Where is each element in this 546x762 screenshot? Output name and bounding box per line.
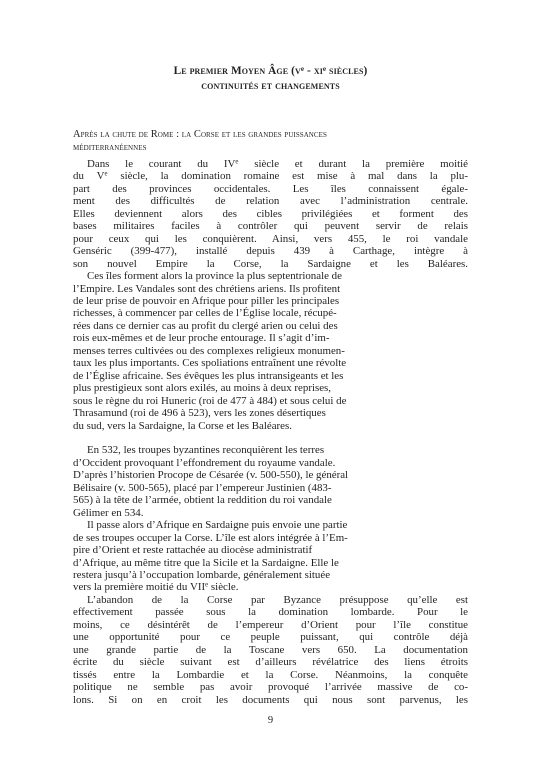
section-heading	[73, 128, 468, 154]
chapter-title	[73, 62, 468, 94]
text-line: Il passe alors d’Afrique en Sardaigne puis envoie une partie	[87, 519, 348, 532]
text-line: ment des difficultés de relation avec l’administration centrale.	[73, 195, 468, 208]
text-line: part des provinces occidentales. Les îles connaissent égale-	[73, 182, 468, 195]
text-line: restera jusqu’à l’occupation lombarde, généralement située	[73, 569, 331, 581]
text-line: taux les plus importants. Ces spoliations entraînent une révolte	[73, 357, 347, 370]
text-line: lons. Si on en croit les documents qui nous sont parvenus, les	[73, 693, 468, 706]
text-line: Gélimer en 534.	[73, 506, 144, 519]
text-line: une opportunité pour ce peuple puissant, qui contrôle déjà	[73, 631, 468, 644]
text-line: menses terres cultivées ou des complexes religieux monumen-	[73, 344, 345, 357]
chapter-title-line-2: continuités et changements	[201, 80, 340, 92]
text-line: politique ne semble pas avoir provoqué l’arrivée massive de co-	[73, 681, 468, 694]
text-line: sous le règne du roi Huneric (roi de 477 à 484) et sous celui de	[73, 394, 347, 407]
text-line: Genséric (399-477), installé depuis 439 à Carthage, intègre à	[73, 245, 468, 258]
text-line: l’Empire. Les Vandales sont des chrétiens ariens. Ils profitent	[73, 282, 341, 295]
text-line: Elles deviennent alors des cibles privilégiées et forment des	[73, 207, 468, 220]
text-line: moins, ce désintérêt de l’empereur d’Orient pour l’île constitue	[73, 618, 468, 631]
paragraph	[73, 519, 468, 594]
text-line: d’Afrique, au même titre que la Sicile et la Sardaigne. Elle le	[73, 556, 339, 569]
text-line: Dans le courant du IVe siècle et durant la première moitié	[87, 158, 468, 170]
text-line: bases militaires faciles à contrôler qui peuvent servir de relais	[73, 220, 468, 233]
paragraph	[73, 270, 468, 432]
text-line: En 532, les troupes byzantines reconquièrent les terres	[87, 444, 325, 457]
text-line: de l’Église africaine. Ses évêques les plus intransigeants et les	[73, 369, 344, 382]
text-line: L’abandon de la Corse par Byzance présuppose qu’elle est	[87, 593, 468, 606]
text-line: rées dans ce dernier cas au profit du clergé arien ou celui des	[73, 319, 338, 332]
text-line: Thrasamund (roi de 496 à 523), vers les zones désertiques	[73, 407, 326, 420]
text-line: pour ceux qui les conquièrent. Ainsi, vers 455, le roi vandale	[73, 232, 468, 245]
text-line: vers la première moitié du VIIe siècle.	[73, 581, 239, 594]
text-line: de ses troupes occuper la Corse. L’île est alors intégrée à l’Em-	[73, 531, 348, 544]
text-line: du Ve siècle, la domination romaine est mise à mal dans la plu-	[73, 170, 468, 183]
chapter-title-line-1: Le premier Moyen Âge ($v^e - xi^e$ siècles)	[173, 65, 368, 77]
text-line: 565) à la tête de l’armée, obtient la reddition du roi vandale	[73, 494, 332, 507]
text-line: pire d’Orient et reste rattachée au diocèse administratif	[73, 544, 313, 557]
text-line: d’Occident provoquant l’effondrement du royaume vandale.	[73, 456, 336, 469]
body-text	[73, 158, 468, 706]
text-line: Bélisaire (v. 500-565), placé par l’empereur Justinien (483-	[73, 481, 332, 494]
text-line: Ces îles forment alors la province la plus septentrionale de	[87, 270, 342, 283]
paragraph	[73, 444, 468, 519]
text-line: son nouvel Empire la Corse, la Sardaigne et les Baléares.	[73, 257, 468, 270]
text-line: D’après l’historien Procope de Césarée (v. 500-550), le général	[73, 469, 349, 482]
text-line: richesses, à commencer par celles de l’Église locale, récupé-	[73, 307, 337, 320]
page-number: 9	[267, 715, 274, 726]
book-page	[73, 0, 468, 762]
section-heading-line-2: méditerranéennes	[73, 142, 147, 153]
text-line: une grande partie de la Toscane vers 650. La documentation	[73, 643, 468, 656]
section-heading-line-1: Après la chute de Rome : la Corse et les grandes puissances	[73, 129, 327, 140]
text-line: effectivement passée sous la domination lombarde. Pour le	[73, 606, 468, 619]
text-line: du sud, vers la Sardaigne, la Corse et les Baléares.	[73, 419, 292, 432]
paragraph	[73, 158, 468, 270]
text-line: rois eux-mêmes et de leur proche entourage. Il s’agit d’im-	[73, 332, 330, 345]
text-line: écrite du siècle suivant est d’ailleurs révélatrice des liens étroits	[73, 656, 468, 669]
text-line: tissés entre la Lombardie et la Corse. Néanmoins, la conquête	[73, 668, 468, 681]
text-line: de leur prise de pouvoir en Afrique pour piller les principales	[73, 294, 340, 307]
text-line: plus prestigieux sont alors exilés, au moins à deux reprises,	[73, 382, 331, 395]
paragraph	[73, 594, 468, 706]
